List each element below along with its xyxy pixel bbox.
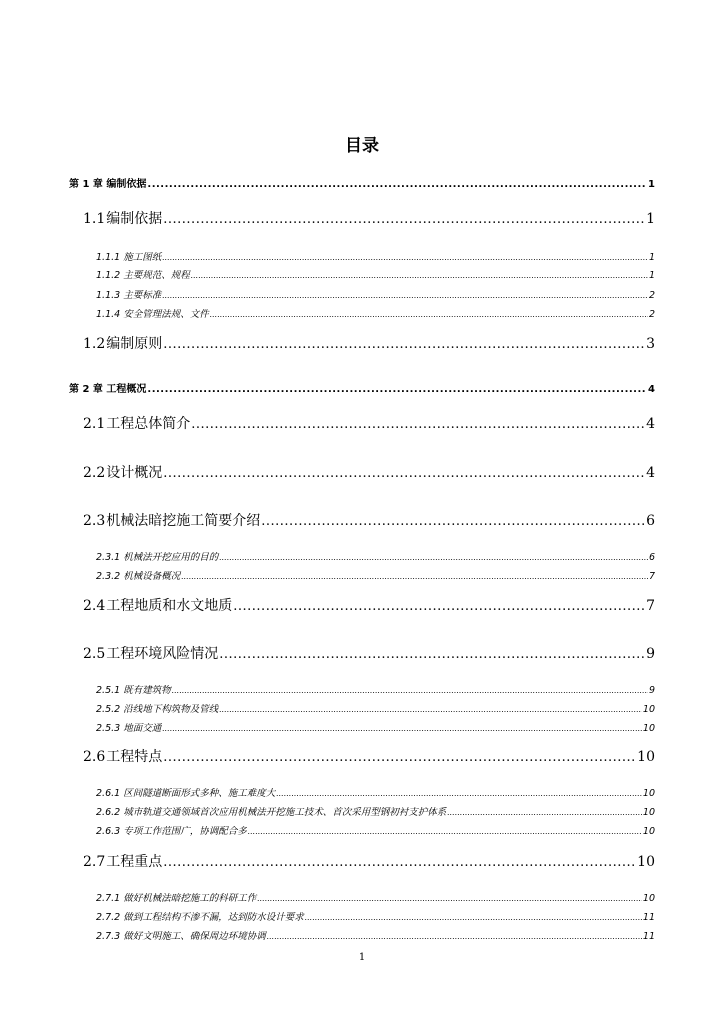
toc-entry-page: 3: [646, 336, 655, 352]
toc-entry[interactable]: [96, 267, 655, 281]
toc-entry-page: 1: [648, 270, 655, 281]
toc-entry[interactable]: [96, 928, 655, 942]
toc-entry-label: 1.1.4 安全管理法规、文件: [96, 309, 209, 320]
toc-entry[interactable]: [96, 720, 655, 734]
dot-leader: [257, 894, 642, 903]
toc-entry-number: 2.3: [83, 513, 106, 529]
toc-entry-text: 编制原则: [106, 336, 163, 352]
toc-entry-page: 10: [637, 749, 655, 765]
toc-entry-label: 2.5.1 既有建筑物: [96, 685, 171, 696]
toc-entry[interactable]: [96, 890, 655, 904]
dot-leader: [147, 179, 647, 190]
dot-leader: [191, 417, 645, 432]
toc-entry-page: 4: [648, 384, 655, 395]
toc-entry-page: 4: [646, 465, 655, 481]
dot-leader: [219, 647, 645, 662]
toc-entry-text: 工程总体简介: [106, 416, 191, 432]
dot-leader: [163, 337, 645, 352]
toc-entry-page: 10: [642, 807, 655, 818]
toc-entry-page: 10: [637, 854, 655, 870]
toc-entry-number: 2.4: [83, 598, 106, 614]
toc-entry-label: 1.1.1 施工图纸: [96, 252, 162, 263]
dot-leader: [147, 384, 647, 395]
toc-entry[interactable]: [96, 804, 655, 818]
dot-leader: [305, 913, 642, 922]
toc-entry-label: [83, 510, 260, 530]
dot-leader: [162, 291, 648, 300]
toc-entry-page: 11: [642, 931, 655, 942]
toc-entry-number: 2.7: [83, 854, 106, 870]
toc-entry[interactable]: [83, 462, 655, 482]
dot-leader: [162, 724, 642, 733]
toc-entry-label: 第 1 章 编制依据: [69, 179, 147, 190]
dot-leader: [172, 686, 648, 695]
toc-entry-label: 2.3.1 机械法开挖应用的目的: [96, 552, 219, 563]
toc-entry[interactable]: [83, 510, 655, 530]
dot-leader: [181, 572, 648, 581]
toc-entry-page: 1: [646, 211, 655, 227]
toc-entry-number: 2.2: [83, 465, 106, 481]
dot-leader: [163, 855, 636, 870]
dot-leader: [191, 271, 648, 280]
toc-entry[interactable]: [96, 785, 655, 799]
toc-entry[interactable]: [96, 909, 655, 923]
toc-entry-number: 2.1: [83, 416, 106, 432]
toc-entry-label: 2.6.2 城市轨道交通领域首次应用机械法开挖施工技术、首次采用型钢初衬支护体系: [96, 807, 447, 818]
toc-entry-label: 第 2 章 工程概况: [69, 384, 147, 395]
toc-entry-page: 7: [648, 571, 655, 582]
toc-entry-page: 10: [642, 723, 655, 734]
toc-entry-page: 6: [648, 552, 655, 563]
dot-leader: [219, 553, 648, 562]
toc-entry-label: [83, 208, 162, 228]
dot-leader: [248, 827, 642, 836]
dot-leader: [233, 599, 645, 614]
toc-entry-page: 2: [648, 290, 655, 301]
toc-entry-label: 1.1.3 主要标准: [96, 290, 162, 301]
toc-entry[interactable]: [96, 568, 655, 582]
toc-entry[interactable]: [83, 595, 655, 615]
toc-title: 目录: [345, 136, 379, 156]
toc-entry-label: [83, 851, 162, 871]
toc-entry[interactable]: [83, 333, 655, 353]
toc-entry[interactable]: [69, 175, 655, 190]
toc-entry-page: 6: [646, 513, 655, 529]
toc-entry-number: 2.5: [83, 646, 106, 662]
toc-entry-label: [83, 413, 190, 433]
dot-leader: [162, 253, 648, 262]
toc-entry-text: 编制依据: [106, 211, 163, 227]
toc-entry[interactable]: [83, 208, 655, 228]
toc-entry-page: 10: [642, 704, 655, 715]
dot-leader: [261, 514, 645, 529]
toc-entry-text: 工程环境风险情况: [106, 646, 219, 662]
toc-entry-label: [83, 462, 162, 482]
dot-leader: [276, 789, 642, 798]
toc-entry-label: 2.7.1 做好机械法暗挖施工的科研工作: [96, 893, 257, 904]
toc-entry-text: 工程特点: [106, 749, 163, 765]
dot-leader: [219, 705, 642, 714]
toc-entry-label: 2.6.1 区间隧道断面形式多种、施工难度大: [96, 788, 276, 799]
toc-entry-page: 10: [642, 826, 655, 837]
toc-entry-page: 4: [646, 416, 655, 432]
toc-entry-label: 2.7.2 做到工程结构不渗不漏，达到防水设计要求: [96, 912, 304, 923]
toc-entry[interactable]: [96, 682, 655, 696]
toc-entry-text: 工程地质和水文地质: [106, 598, 233, 614]
toc-entry-text: 工程重点: [106, 854, 163, 870]
toc-entry[interactable]: [96, 701, 655, 715]
toc-entry-label: 2.3.2 机械设备概况: [96, 571, 181, 582]
toc-entry-text: 设计概况: [106, 465, 163, 481]
toc-entry-page: 9: [648, 685, 655, 696]
toc-entry[interactable]: [96, 306, 655, 320]
toc-entry-label: 2.5.3 地面交通: [96, 723, 162, 734]
toc-entry-page: 11: [642, 912, 655, 923]
dot-leader: [210, 310, 648, 319]
toc-entry-label: 2.5.2 沿线地下构筑物及管线: [96, 704, 219, 715]
dot-leader: [163, 750, 636, 765]
toc-entry[interactable]: [83, 746, 655, 766]
toc-entry[interactable]: [83, 643, 655, 663]
toc-entry-label: [83, 643, 218, 663]
toc-entry-label: 2.7.3 做好文明施工、确保周边环境协调: [96, 931, 266, 942]
toc-entry-page: 7: [646, 598, 655, 614]
dot-leader: [447, 808, 642, 817]
toc-entry-page: 2: [648, 309, 655, 320]
dot-leader: [163, 466, 645, 481]
toc-entry-label: 2.6.3 专项工作范围广，协调配合多: [96, 826, 247, 837]
toc-entry-label: [83, 595, 232, 615]
toc-entry-label: 1.1.2 主要规范、规程: [96, 270, 190, 281]
toc-entry[interactable]: [96, 287, 655, 301]
toc-entry-page: 1: [648, 252, 655, 263]
toc-entry-number: 1.2: [83, 336, 106, 352]
toc-entry-label: [83, 746, 162, 766]
toc-entry[interactable]: [69, 380, 655, 395]
toc-entry[interactable]: [96, 823, 655, 837]
toc-entry-page: 10: [642, 893, 655, 904]
toc-entry-number: 1.1: [83, 211, 106, 227]
dot-leader: [163, 212, 645, 227]
toc-entry[interactable]: [83, 851, 655, 871]
toc-entry-page: 10: [642, 788, 655, 799]
toc-entry[interactable]: [96, 249, 655, 263]
toc-entry-page: 1: [648, 179, 655, 190]
toc-entry[interactable]: [96, 549, 655, 563]
page-number: 1: [358, 952, 366, 963]
dot-leader: [267, 932, 642, 941]
toc-entry-label: [83, 333, 162, 353]
toc-entry-page: 9: [646, 646, 655, 662]
toc-entry-text: 机械法暗挖施工简要介绍: [106, 513, 261, 529]
toc-entry[interactable]: [83, 413, 655, 433]
toc-entry-number: 2.6: [83, 749, 106, 765]
